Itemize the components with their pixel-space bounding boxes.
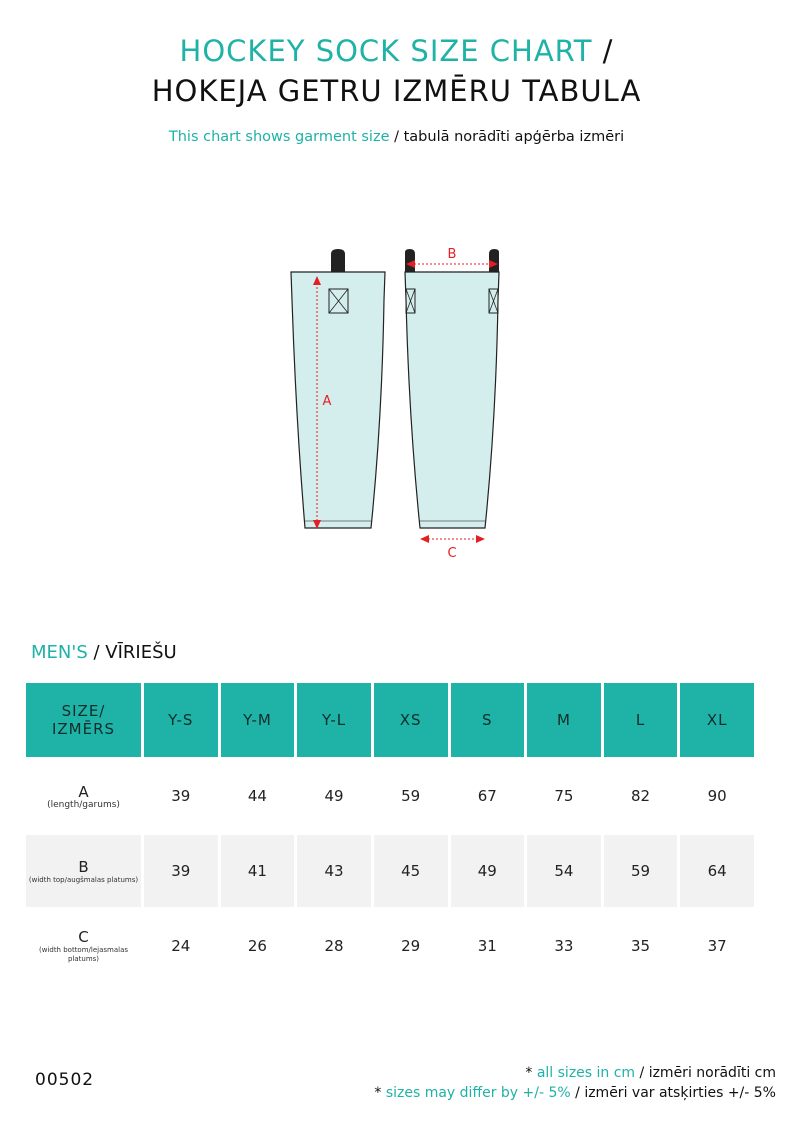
table-cell: 59 bbox=[604, 832, 678, 907]
table-cell: 82 bbox=[604, 757, 678, 832]
table-cell: 59 bbox=[374, 757, 448, 832]
row-letter: C bbox=[78, 928, 89, 946]
table-cell: 24 bbox=[144, 907, 218, 982]
row-label bbox=[26, 907, 141, 982]
footnote-star: * bbox=[525, 1065, 537, 1081]
footnote-english: sizes may differ by +/- 5% bbox=[385, 1085, 571, 1101]
row-description: (width top/augšmalas platums) bbox=[28, 875, 139, 884]
header-size-label bbox=[26, 683, 141, 757]
table-cell: 49 bbox=[451, 832, 525, 907]
sock-front-illustration bbox=[291, 249, 385, 528]
table-cell: 54 bbox=[527, 832, 601, 907]
label-a: A bbox=[322, 394, 332, 409]
header-size: M bbox=[527, 683, 601, 757]
table-cell: 90 bbox=[680, 757, 754, 832]
label-b: B bbox=[447, 247, 457, 262]
footnote bbox=[374, 1083, 776, 1103]
header-size: S bbox=[451, 683, 525, 757]
table-row bbox=[26, 757, 754, 832]
row-label bbox=[26, 832, 141, 907]
table-cell: 45 bbox=[374, 832, 448, 907]
header-size: XS bbox=[374, 683, 448, 757]
sock-back-illustration bbox=[405, 249, 499, 528]
table-cell: 28 bbox=[297, 907, 371, 982]
row-letter: B bbox=[78, 857, 89, 876]
footnote-star: * bbox=[374, 1085, 386, 1101]
footnote-english: all sizes in cm bbox=[536, 1065, 636, 1081]
table-cell: 44 bbox=[221, 757, 295, 832]
table-row bbox=[26, 832, 754, 907]
header-size: Y-S bbox=[144, 683, 218, 757]
footnote bbox=[374, 1063, 776, 1083]
row-letter: A bbox=[78, 782, 89, 801]
table-cell: 39 bbox=[144, 757, 218, 832]
row-description: (width bottom/lejasmalas platums) bbox=[38, 946, 129, 963]
subtitle-latvian: / tabulā norādīti apģērba izmēri bbox=[389, 129, 625, 145]
table-cell: 41 bbox=[221, 832, 295, 907]
title-english: HOCKEY SOCK SIZE CHART bbox=[179, 34, 593, 68]
table-cell: 37 bbox=[680, 907, 754, 982]
table-cell: 64 bbox=[680, 832, 754, 907]
table-cell: 26 bbox=[221, 907, 295, 982]
footnote-latvian: / izmēri norādīti cm bbox=[635, 1065, 776, 1081]
row-label bbox=[26, 757, 141, 832]
subtitle-english: This chart shows garment size bbox=[168, 129, 390, 145]
page-title-latvian: HOKEJA GETRU IZMĒRU TABULA bbox=[151, 74, 642, 108]
header-size: XL bbox=[680, 683, 754, 757]
header-size-label-line1: SIZE/ bbox=[61, 702, 106, 720]
table-header-row bbox=[26, 683, 754, 757]
section-heading bbox=[31, 642, 177, 663]
header-size: Y-L bbox=[297, 683, 371, 757]
measure-line-c bbox=[420, 535, 485, 543]
table-cell: 67 bbox=[451, 757, 525, 832]
header-size: L bbox=[604, 683, 678, 757]
section-heading-english: MEN'S bbox=[31, 642, 88, 663]
table-cell: 43 bbox=[297, 832, 371, 907]
footnotes bbox=[374, 1063, 776, 1103]
table-cell: 29 bbox=[374, 907, 448, 982]
table-cell: 31 bbox=[451, 907, 525, 982]
table-cell: 33 bbox=[527, 907, 601, 982]
size-table bbox=[23, 683, 757, 982]
section-heading-latvian: / VĪRIEŠU bbox=[87, 642, 177, 663]
table-cell: 39 bbox=[144, 832, 218, 907]
table-cell: 49 bbox=[297, 757, 371, 832]
title-separator: / bbox=[592, 34, 614, 68]
table-row bbox=[26, 907, 754, 982]
table-cell: 75 bbox=[527, 757, 601, 832]
header-size: Y-M bbox=[221, 683, 295, 757]
label-c: C bbox=[447, 546, 457, 561]
header-size-label-line2: IZMĒRS bbox=[51, 720, 116, 738]
product-code: 00502 bbox=[35, 1070, 95, 1090]
row-description: (length/garums) bbox=[47, 799, 120, 810]
footnote-latvian: / izmēri var atsķirties +/- 5% bbox=[570, 1085, 776, 1101]
table-cell: 35 bbox=[604, 907, 678, 982]
